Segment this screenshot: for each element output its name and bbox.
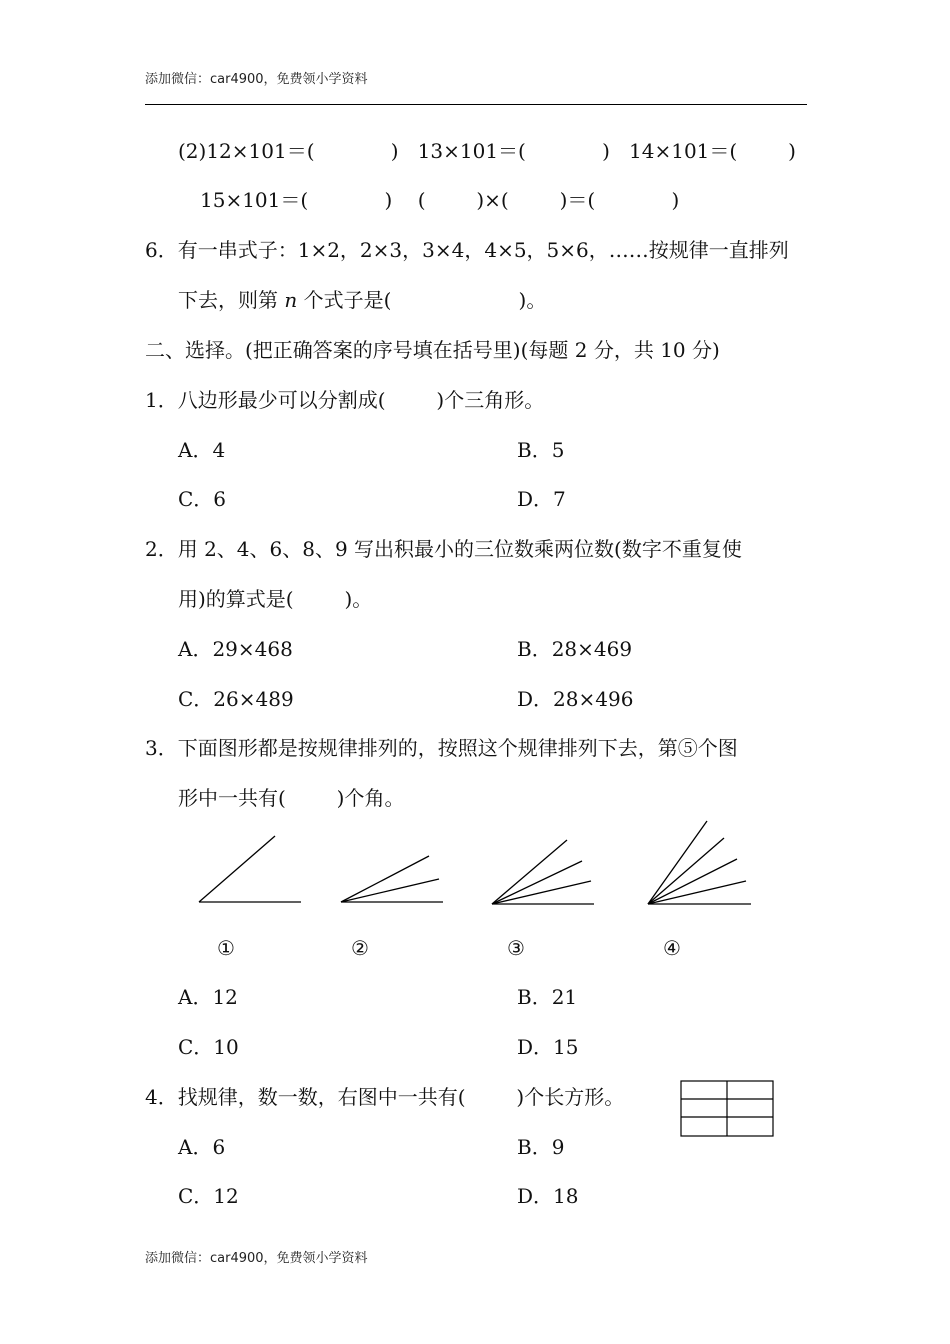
q2-stem-line2: 用)的算式是( )。 bbox=[178, 587, 373, 611]
figure-label-3: ③ bbox=[507, 936, 525, 960]
figure-label-2: ② bbox=[351, 936, 369, 960]
q2-option-b: B．28×469 bbox=[517, 637, 633, 661]
q1-option-c: C．6 bbox=[178, 487, 227, 511]
section2-title: 二、选择。(把正确答案的序号填在括号里)(每题 2 分，共 10 分) bbox=[145, 338, 720, 362]
q4-option-a: A．6 bbox=[178, 1135, 226, 1159]
header-note: 添加微信：car4900，免费领小学资料 bbox=[145, 72, 368, 87]
figure-label-4: ④ bbox=[663, 936, 681, 960]
q6-line2-a: 下去，则第 bbox=[178, 288, 285, 312]
q3-option-a: A．12 bbox=[178, 985, 238, 1009]
q6-variable-n: n bbox=[284, 288, 298, 312]
q4-option-c: C．12 bbox=[178, 1184, 239, 1208]
q6-line1: 6．有一串式子：1×2，2×3，3×4，4×5，5×6，……按规律一直排列 bbox=[145, 238, 789, 262]
figure-label-1: ① bbox=[217, 936, 235, 960]
q5-part2-line1: (2)12×101＝( ) 13×101＝( ) 14×101＝( ) bbox=[178, 139, 796, 163]
q2-option-c: C．26×489 bbox=[178, 687, 294, 711]
q5-part2-line2: 15×101＝( ) ( )×( )＝( ) bbox=[200, 188, 680, 212]
q1-option-b: B．5 bbox=[517, 438, 565, 462]
q2-option-d: D．28×496 bbox=[517, 687, 634, 711]
q3-stem-line2: 形中一共有( )个角。 bbox=[178, 786, 405, 810]
q2-stem-line1: 2．用 2、4、6、8、9 写出积最小的三位数乘两位数(数字不重复使 bbox=[145, 537, 742, 561]
q3-option-c: C．10 bbox=[178, 1035, 239, 1059]
q4-stem: 4．找规律，数一数，右图中一共有( )个长方形。 bbox=[145, 1085, 625, 1109]
footer-note: 添加微信：car4900，免费领小学资料 bbox=[145, 1251, 368, 1266]
q1-option-d: D．7 bbox=[517, 487, 566, 511]
q4-option-d: D．18 bbox=[517, 1184, 579, 1208]
q6-line2-b: 个式子是( )。 bbox=[297, 288, 547, 312]
q2-option-a: A．29×468 bbox=[178, 637, 293, 661]
q3-option-d: D．15 bbox=[517, 1035, 579, 1059]
q3-option-b: B．21 bbox=[517, 985, 578, 1009]
q4-option-b: B．9 bbox=[517, 1135, 565, 1159]
q1-option-a: A．4 bbox=[178, 438, 226, 462]
q1-stem: 1．八边形最少可以分割成( )个三角形。 bbox=[145, 388, 545, 412]
q3-stem-line1: 3．下面图形都是按规律排列的，按照这个规律排列下去，第⑤个图 bbox=[145, 736, 738, 760]
